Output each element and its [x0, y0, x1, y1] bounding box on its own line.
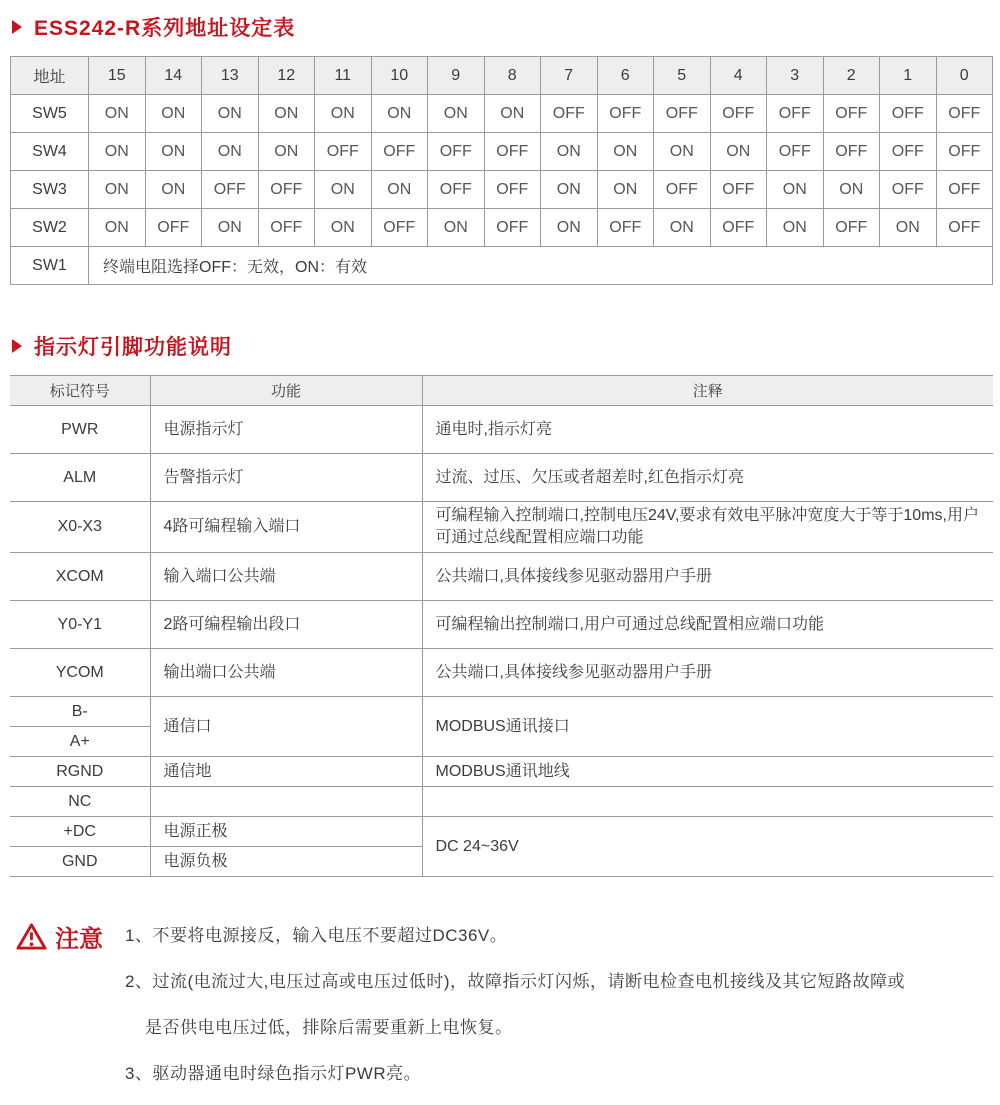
switch-row-label: SW3: [11, 171, 89, 209]
pin-note-cell: 可编程输出控制端口,用户可通过总线配置相应端口功能: [422, 601, 993, 649]
switch-state-cell: ON: [767, 171, 824, 209]
address-table-section-title: [12, 12, 993, 42]
address-table-row: [11, 209, 993, 247]
pin-note-cell: 公共端口,具体接线参见驱动器用户手册: [422, 553, 993, 601]
switch-state-cell: OFF: [936, 209, 993, 247]
switch-state-cell: OFF: [823, 95, 880, 133]
pin-table-header-row: [10, 376, 993, 406]
pin-function-cell: 告警指示灯: [150, 454, 422, 502]
switch-state-cell: OFF: [823, 133, 880, 171]
notice-section: [10, 921, 993, 1105]
switch-state-cell: OFF: [823, 209, 880, 247]
address-column-header: 5: [654, 57, 711, 95]
pin-table-row: [10, 697, 993, 727]
section-title-text: 指示灯引脚功能说明: [34, 336, 232, 359]
pin-symbol-cell: NC: [10, 787, 150, 817]
address-column-header: 2: [823, 57, 880, 95]
switch-state-cell: OFF: [371, 209, 428, 247]
address-column-header: 4: [710, 57, 767, 95]
pin-table-row: [10, 757, 993, 787]
switch-state-cell: ON: [145, 133, 202, 171]
notice-label-text: 注意: [55, 926, 103, 953]
pin-symbol-cell: RGND: [10, 757, 150, 787]
address-column-header: 1: [880, 57, 937, 95]
switch-state-cell: OFF: [880, 133, 937, 171]
switch-state-cell: ON: [597, 133, 654, 171]
switch-state-cell: OFF: [654, 95, 711, 133]
switch-state-cell: OFF: [484, 209, 541, 247]
pin-symbol-cell: Y0-Y1: [10, 601, 150, 649]
switch-state-cell: ON: [145, 171, 202, 209]
pin-function-cell: 2路可编程输出段口: [150, 601, 422, 649]
pin-note-cell: DC 24~36V: [422, 817, 993, 877]
pin-note-cell: MODBUS通讯接口: [422, 697, 993, 757]
address-column-header: 11: [315, 57, 372, 95]
notice-line: 2、过流(电流过大,电压过高或电压过低时)，故障指示灯闪烁，请断电检查电机接线及其它短路故障或: [125, 972, 905, 991]
pin-function-cell: 4路可编程输入端口: [150, 502, 422, 553]
address-column-header: 10: [371, 57, 428, 95]
switch-row-label: SW2: [11, 209, 89, 247]
switch-state-cell: OFF: [315, 133, 372, 171]
address-setting-table: [10, 56, 993, 285]
notice-line: 是否供电电压过低，排除后需要重新上电恢复。: [145, 1018, 513, 1037]
switch-state-cell: ON: [428, 95, 485, 133]
switch-state-cell: ON: [258, 133, 315, 171]
switch-row-label: SW4: [11, 133, 89, 171]
address-column-header: 0: [936, 57, 993, 95]
column-header-function: 功能: [150, 376, 422, 406]
switch-state-cell: ON: [202, 133, 259, 171]
switch-state-cell: ON: [202, 209, 259, 247]
pin-note-cell: 过流、过压、欠压或者超差时,红色指示灯亮: [422, 454, 993, 502]
pin-function-cell: 电源指示灯: [150, 406, 422, 454]
address-column-header: 13: [202, 57, 259, 95]
pin-table-row: [10, 787, 993, 817]
pin-note-cell: [422, 787, 993, 817]
pin-symbol-cell: GND: [10, 847, 150, 877]
pin-function-cell: 电源正极: [150, 817, 422, 847]
pin-symbol-cell: ALM: [10, 454, 150, 502]
pin-symbol-cell: +DC: [10, 817, 150, 847]
switch-state-cell: ON: [654, 209, 711, 247]
column-header-symbol: 标记符号: [10, 376, 150, 406]
pin-symbol-cell: PWR: [10, 406, 150, 454]
switch-state-cell: OFF: [258, 209, 315, 247]
switch-state-cell: OFF: [258, 171, 315, 209]
address-table-header-row: [11, 57, 993, 95]
switch-state-cell: OFF: [428, 133, 485, 171]
switch-row-label: SW1: [11, 247, 89, 285]
switch-state-cell: ON: [371, 171, 428, 209]
switch-state-cell: ON: [315, 171, 372, 209]
switch-state-cell: ON: [89, 209, 146, 247]
switch-state-cell: OFF: [710, 171, 767, 209]
switch-state-cell: ON: [89, 95, 146, 133]
pin-function-cell: 输入端口公共端: [150, 553, 422, 601]
switch-state-cell: OFF: [880, 95, 937, 133]
switch-state-cell: ON: [710, 133, 767, 171]
pin-function-cell: 通信地: [150, 757, 422, 787]
switch-state-cell: ON: [767, 209, 824, 247]
switch-state-cell: OFF: [202, 171, 259, 209]
switch-state-cell: OFF: [541, 95, 598, 133]
switch-state-cell: ON: [258, 95, 315, 133]
address-table-row: [11, 247, 993, 285]
switch-state-cell: ON: [315, 209, 372, 247]
switch-state-cell: OFF: [597, 209, 654, 247]
switch-state-cell: ON: [145, 95, 202, 133]
switch-state-cell: OFF: [936, 171, 993, 209]
switch-state-cell: ON: [541, 133, 598, 171]
sw1-note-cell: 终端电阻选择OFF：无效，ON：有效: [89, 247, 993, 285]
notice-lines: [125, 921, 905, 1105]
switch-state-cell: OFF: [654, 171, 711, 209]
pin-note-cell: MODBUS通讯地线: [422, 757, 993, 787]
section-title-text: ESS242-R系列地址设定表: [34, 17, 296, 40]
switch-state-cell: OFF: [145, 209, 202, 247]
switch-state-cell: ON: [541, 171, 598, 209]
switch-state-cell: ON: [654, 133, 711, 171]
pin-table-row: [10, 817, 993, 847]
pin-table-row: [10, 502, 993, 553]
address-table-row: [11, 171, 993, 209]
switch-state-cell: ON: [315, 95, 372, 133]
pin-table-row: [10, 454, 993, 502]
switch-state-cell: OFF: [936, 133, 993, 171]
triangle-bullet-icon: [12, 339, 22, 353]
switch-state-cell: OFF: [597, 95, 654, 133]
pin-note-cell: 可编程输入控制端口,控制电压24V,要求有效电平脉冲宽度大于等于10ms,用户可通过总线配置相应端口功能: [422, 502, 993, 553]
address-column-header: 7: [541, 57, 598, 95]
switch-state-cell: ON: [484, 95, 541, 133]
switch-state-cell: ON: [89, 171, 146, 209]
pin-function-cell: [150, 787, 422, 817]
pin-symbol-cell: XCOM: [10, 553, 150, 601]
triangle-bullet-icon: [12, 20, 22, 34]
switch-state-cell: OFF: [710, 95, 767, 133]
switch-state-cell: OFF: [371, 133, 428, 171]
switch-state-cell: ON: [202, 95, 259, 133]
address-table-row: [11, 133, 993, 171]
address-column-header: 8: [484, 57, 541, 95]
pin-note-cell: 通电时,指示灯亮: [422, 406, 993, 454]
address-label-header: 地址: [11, 57, 89, 95]
address-column-header: 9: [428, 57, 485, 95]
address-column-header: 15: [89, 57, 146, 95]
pin-symbol-cell: X0-X3: [10, 502, 150, 553]
switch-state-cell: OFF: [428, 171, 485, 209]
switch-state-cell: ON: [89, 133, 146, 171]
notice-label: [16, 919, 103, 954]
switch-state-cell: OFF: [710, 209, 767, 247]
switch-state-cell: ON: [880, 209, 937, 247]
switch-state-cell: OFF: [767, 95, 824, 133]
pin-symbol-cell: B-: [10, 697, 150, 727]
pin-symbol-cell: A+: [10, 727, 150, 757]
switch-state-cell: OFF: [484, 133, 541, 171]
warning-triangle-icon: [16, 922, 47, 951]
address-column-header: 3: [767, 57, 824, 95]
switch-state-cell: ON: [541, 209, 598, 247]
switch-state-cell: OFF: [767, 133, 824, 171]
pin-function-cell: 通信口: [150, 697, 422, 757]
switch-state-cell: ON: [371, 95, 428, 133]
switch-state-cell: ON: [823, 171, 880, 209]
address-table-row: [11, 95, 993, 133]
pin-symbol-cell: YCOM: [10, 649, 150, 697]
switch-state-cell: OFF: [484, 171, 541, 209]
pin-table-row: [10, 406, 993, 454]
pin-function-table: [10, 375, 993, 877]
switch-state-cell: OFF: [880, 171, 937, 209]
notice-line: 3、驱动器通电时绿色指示灯PWR亮。: [125, 1064, 422, 1083]
address-column-header: 14: [145, 57, 202, 95]
notice-line: 1、不要将电源接反，输入电压不要超过DC36V。: [125, 926, 508, 945]
pin-function-cell: 输出端口公共端: [150, 649, 422, 697]
pin-table-row: [10, 649, 993, 697]
pin-note-cell: 公共端口,具体接线参见驱动器用户手册: [422, 649, 993, 697]
pin-function-cell: 电源负极: [150, 847, 422, 877]
address-column-header: 12: [258, 57, 315, 95]
pin-table-row: [10, 553, 993, 601]
address-column-header: 6: [597, 57, 654, 95]
column-header-note: 注释: [422, 376, 993, 406]
pin-table-row: [10, 601, 993, 649]
switch-state-cell: ON: [597, 171, 654, 209]
switch-row-label: SW5: [11, 95, 89, 133]
switch-state-cell: OFF: [936, 95, 993, 133]
pin-table-section-title: [12, 331, 993, 361]
switch-state-cell: ON: [428, 209, 485, 247]
